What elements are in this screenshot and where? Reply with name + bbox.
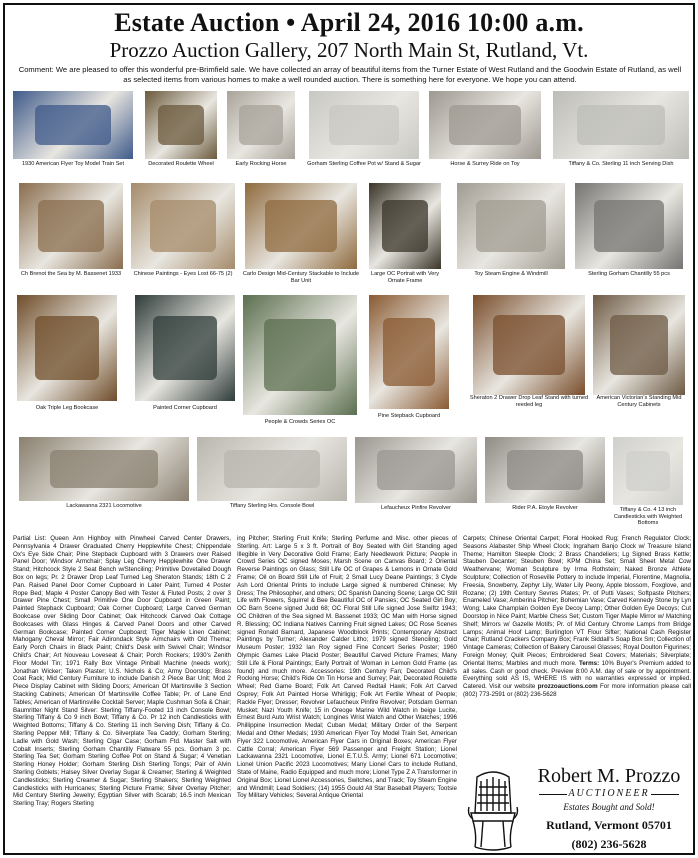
photo-caption: Rider P.A. Etoyle Revolver <box>512 505 578 511</box>
photo-subject <box>449 105 521 146</box>
photo-caption: Toy Steam Engine & Windmill <box>474 271 548 277</box>
silverware-photo <box>575 183 683 269</box>
auctioneer-signature <box>467 765 693 855</box>
photo-caption: Decorated Roulette Wheel <box>148 161 214 167</box>
photo-subject <box>377 450 455 490</box>
photo-caption: Oak Triple Leg Bookcase <box>35 405 99 411</box>
photo-caption: Horse & Surrey Ride on Toy <box>450 161 520 167</box>
flyer-comment: Comment: We are pleased to offer this wonderful pre-Brimfield sale. We have collected an array of beautiful items from the Turner Estate of West Rutland and the Goodwin Estate of Rutland, as well as selected items from various homes to make a well rounded auction. There is something here for everyone. We hope you can attend. <box>18 65 682 84</box>
photo-subject <box>239 105 283 146</box>
photo-subject <box>329 105 399 146</box>
chinese-painting-photo <box>131 183 235 269</box>
photo-caption: Gorham Sterling Coffee Pot w/ Stand & Sugar <box>307 161 421 167</box>
photo-caption: Chinese Paintings - Eyes Lost 66-75 (2) <box>133 271 233 277</box>
website-link[interactable]: prozzoauctions.com <box>537 683 598 691</box>
rocking-horse-photo <box>227 91 295 159</box>
photo-subject <box>382 200 428 252</box>
photo-subject <box>594 200 663 252</box>
photo-subject <box>264 319 337 391</box>
ornate-portrait-photo <box>369 183 441 269</box>
photo-subject <box>224 450 320 488</box>
item-list-continued: Carpets; Chinese Oriental Carpet; Floral Hooked Rug; French Regulator Clock; Seasons Alabaster Ship Wheel Clock; Ingraham Banjo Clock w/ Treasure Island Theme; Hamilton Steeple Clock; 2 Brass Chandeliers; Lg Signed Brass Kettle; Stauben Decanter; Steuben Bowl; KPM China Set; Small Sheet Metal Cow Weathervane; Woman Sculpture by Irma Rothstein; Naked Bronze Athlete Sculpture; Collection of Roseville Pottery to include Imperial, Florentine, Magnolia, Freesia, Snowberry, Zephyr Lily, Water Lily Peony, Apple blossom, Foxglove, and Rozane; (2) 19th Century Sevres Plates; Pr. of Putti Vases; Softpaste Pitchers; Enameled Vase; Amberina Pitcher; Bohemian Vase; Carved Kennedy Stone by Lyn Wong; Lake Champlain Golden Eye Decoy Lamp; Other Golden Eye Decoys; Cut Doorstop in Nice Paint; Marble Chess Set; Custom Tiger Maple Mirror w/ Matching Shelf; Mirrors w/ Gazelle Motifs; Pr. of Mid Century Chrome Lamps from Bridge Lamps; Animal Hoof Lamp; Burlington VT Flour Sifter; National Cash Register Chair; Rutland Crackers Company Box; Frank Siddall's Soap Box Sm; Collection of Vintage Cameras; Collection of Bakery Carousel Glasses; Royal Doulton Figurines; Foreign Money; Quilt Pieces; Embroidered Seat Covers; Materials; Silverplate; Oriental Items; Marbles and much more. <box>463 535 691 667</box>
photo-subject <box>507 450 584 490</box>
terms-label: Terms: <box>579 659 600 667</box>
photo-subject <box>626 451 671 492</box>
horse-surrey-toy-photo <box>429 91 541 159</box>
photo-subject <box>35 316 99 380</box>
photo-caption: Sheraton 2 Drawer Drop Leaf Stand with turned reeded leg <box>469 395 589 408</box>
stepback-cupboard-photo <box>369 295 449 409</box>
painting-sea-photo <box>19 183 123 269</box>
photo-caption: Sterling Gorham Chantilly 55 pcs <box>588 271 670 277</box>
photo-subject <box>265 200 337 252</box>
photo-caption: Early Rocking Horse <box>235 161 287 167</box>
photo-subject <box>493 315 565 375</box>
item-list-column-2: ing Pitcher; Sterling Fruit Knife; Sterling Perfume and Misc. other pieces of Sterling. Art: Large 5 x 3 ft. Portrait of Boy Seated with Girl Standing aged Illegible in Very Decorative Gold Frame; Early Needlework Picture; People in Crowd Series OC signed Moses; Marsh Scene on Canvas Board; 2 Oriental Reverse Paintings on Glass; Still Life OC of Grapes & Lemons in Ornate Gold Frame; Oil on Board Still Life of Fruit; 2 Small Lucy Deane Paintings; 3 Clyde Ash Lord Oriental Prints to include Large signed & numbered Chinese; My Dress; The Philosopher, and others; OC Spanish Dancing Scene; Large OC Still Life with Flowers, Squirrel & Bee Beautiful OC of Pansies; OC Seated Girl Boy; OC Barn Scene signed Judd 68; OC Floral Still Life signed Jose Swiftz 1943; OC Children of the Sea signed M. Bassenet 1933; OC Man with Horse signed R. Blessing; OC Indiana Natives Canning Fruit signed Lakes; OC Rose Scenes signed Ronald Barnard, Japanese Woodblock Prints; Contemporary Abstract Paintings by Turner; Alexander Calder Litho; 1979 signed Stenciling; Gold Museum Poster; 1932 Ian Roy signed Fine Concert Series Poster; 1960 Olympic Games Lake Placid Poster; Beautiful Carved Picture Frames; Many Still Life & Floral Paintings; Early Portrait of Woman in Lemon Gold Frame (as found) and much more. Accessories: 19th Century Fan; Decorated Child's Rocking Horse; Child's Ride On Tin Horse and Surrey; Pair, Decorated Roulette Wheel; Red Game Board; Folk Art Carved Redtail Hawk; Folk Art Carved Osprey; Folk Art Painted Horse Whirligig; Folk Art Fertile Wheat of People; Rackle Flyer; Dresser; Revolver Lefaucheux Pinfire Revolver; Potsdam German Musket; Nazi Youth Knife; 15 in Oreoge Marine Wild Watch in beige Lucite, Ernest Burd Auto Wrist Watch; Longines Wrist Watch and Other Watches; 1996 Phillippine Insurrection Medal; Cuban Medal; Military Order of the Serpent Medal and Other Medals; 1930 American Flyer Toy Model Train Set, American Flyer 322 Locomotive, American Flyer Cars in Original Boxes; American Flyer Cattle Corral; American Flyer 569 Passenger and Freight Station; Lionel Lackawanna 2321 Locomotive, Lionel E.T.U.S. Army; Lionel 671 Locomotive; Lionel Union Pacific 2023 Locomotives; Many Lionel Cars to include Rutland, State of Maine, Radio Equipped and much more; Lionel Type Z A Transformer in Original Box; Lionel Lionel Accessories, Switches, and Track; Toy Steam Engine and Windmill; Lead Soldiers; (14) 1955 Gould All Star Baseball Players; Tootsie Toy Military Vehicles; Several Antique Oriental <box>237 535 457 800</box>
standing-cabinet-photo <box>593 295 685 395</box>
roulette-wheel-photo <box>145 91 217 159</box>
photo-caption: Tiffany Sterling Hrs. Console Bowl <box>229 503 315 509</box>
coffee-pot-photo <box>309 91 419 159</box>
item-list-column-3 <box>463 535 691 763</box>
etoyle-revolver-photo <box>485 437 605 503</box>
photo-caption: 1930 American Flyer Toy Model Train Set <box>21 161 125 167</box>
corner-cupboard-photo <box>135 295 235 401</box>
photo-subject <box>577 105 664 146</box>
item-list-column-1: Partial List: Queen Ann Highboy with Pinwheel Carved Center Drawers, Pennsylvania 4 Drawer Graduated Cherry Hepplewhite Chest; Chippendale Ox's Eye Side Chair; Pine Stepback Cupboard with 3 Drawers over Raised Panel Door; Windsor Armchair; Splay Leg Cherry Hepplewhite One Drawer Stand; Hitchcock Style 2 Seat Bench w/Stenciling; Primitive Dovetailed Dough Box on legs; Pr. 2 Drawer Drop Leaf Turned Leg Sheraton Stands; 18th C 2 Pan. Raised Panel Door Corner Cupboard in Later Paint; Turned 4 Poster Rope Bed; Maple 4 Poster Canopy Bed with Tester & Fluted Posts; 2 over 3 Drawer Pine Chest; Small Primitive One Door Cupboard in Green Paint; Painted Stepback Cupboard; Oak Corner Cupboard; Large Carved German Bookcase over Sliding Door Cabinet; Oak Hitchcock Carved Oak Cottage Bookcases with Glass Hinges & Carved Panel Doors and other Carved German Bookcase; Painted Corner Cupboard; Tiger Maple Linen Cabinet; Mahogany Cheval Mirror; Fair Adirondack Style Armchairs with Old Thema; Early Porch Chairs in Black Paint; Child's Desk with Swivel Chair; Windsor Child's Chair; Art Nouveau Loveseat & Chair; Porch Rockers; 1930's Zenith Floor Model Tin; 1971 Rally Box Vintage Pinball Machine (needs work); Jonathan Wicker; Taken Plaster; U.S. Nichols & Co; Army Doorstop; Brass Coat Rack; Mid Century Furniture to include Danish 2 Piece Bar Unit; Mod 2 Piece Display Cabinet with Sliding Doors; American Of Martinsville 3 Section Stacking Cabinets; American Of Martinsville Coffee Table; Pr. of Lane End Tables; American of Martinsville Cocktail Server; Maple Cushman Sofa & Chair; Baumritter Night Stand Silver: Sterling Tiffany-Footed 13 inch Console Bowl; Sterling Tiffany & Co 9 inch Bowl; Tiffany & Co. Pr 12 inch Candlesticks with Weighted Bottoms; Tiffany & Co. Sterling 11 inch Serving Dish; Tiffany & Co. Sterling Pepper Mill; Tiffany & Co. Silverplate Tea Caddy; Gorham Sterling; Ladle with Gold Wash; Sterling Cigar Case; Gorham Ftd. Master Salt with Cobalt Inserts; Sterling Gorham Chantilly Flatware 55 pcs. Gorham 3 pc. Sterling Tea Set; Gorham Sterling Coffee Pot on Stand & Sugar; 4 Venetian Sterling Honey Holder; Gorham Sterling Dish Sterling Tongs; Pair of Alvin Sterling Goblets; Halsey Silver Overlay Sugar & Creamer; Sterling & Weighted Candlesticks; Sterling Creamer & Sugar; Sterling Shakers; Sterling Weighted Candlesticks with Hurricanes; Sterling Picture Frame; Silver Overlay Pitcher; Mid Century Sterling Jewelry; Egyptian Silver with Scarab; 16.5 inch Mexican Sterling Tray; Rogers Sterling <box>13 535 231 808</box>
photo-caption: Tiffany & Co. Sterling 11 inch Serving Dish <box>568 161 674 167</box>
photo-subject <box>383 318 434 386</box>
photo-subject <box>150 200 217 252</box>
photo-caption: Lackawanna 2321 Locomotive <box>66 503 142 509</box>
auctioneer-phone: (802) 236-5628 <box>571 837 647 851</box>
console-bowl-photo <box>197 437 347 501</box>
locomotive-photo <box>19 437 189 501</box>
auctioneer-tagline: Estates Bought and Sold! <box>563 802 655 812</box>
auctioneer-location: Rutland, Vermont 05701 <box>546 818 672 832</box>
contact-text: For more information please call (802) 773-2591 or (802) 236-5628 <box>463 683 691 698</box>
photo-caption: People & Crowds Series OC <box>264 419 336 425</box>
photo-caption: Carlo Design Mid-Century Stackable to Include Bar Unit <box>242 271 360 284</box>
auction-flyer <box>3 3 695 855</box>
pinfire-revolver-photo <box>355 437 477 503</box>
oak-bookcase-photo <box>17 295 117 401</box>
photo-caption: Large OC Portrait with Very Ornate Frame <box>370 271 440 284</box>
photo-subject <box>35 105 112 146</box>
flyer-title: Estate Auction • April 24, 2016 10:00 a.m. <box>114 8 584 37</box>
toy-train-sign-photo <box>13 91 133 159</box>
people-crowds-painting-photo <box>243 295 357 415</box>
photo-caption: Tiffany & Co. 4 13 inch Candlesticks with Weighted Bottoms <box>613 507 683 527</box>
photo-subject <box>610 315 669 375</box>
flyer-venue: Prozzo Auction Gallery, 207 North Main St, Rutland, Vt. <box>109 38 589 62</box>
photo-caption: Lefaucheux Pinfire Revolver <box>381 505 451 511</box>
photo-caption: Painted Corner Cupboard <box>153 405 217 411</box>
photo-subject <box>38 200 105 252</box>
photo-subject <box>153 316 217 380</box>
mid-century-cabinet-photo <box>245 183 357 269</box>
divider <box>651 794 679 795</box>
terms-text: 10% Buyer's Premium added to all sales. Cash or good check. Preview 8:00 A.M. day of sale or by appointment. Everything sold AS IS, WHERE IS with no warranties expressed or implied. Catered. Visit our website <box>463 659 691 691</box>
auctioneer-name: Robert M. Prozzo <box>537 765 681 787</box>
steam-engine-photo <box>457 183 565 269</box>
photo-caption: American Victorian's Standing Mid Century Cabinets <box>596 395 682 408</box>
auctioneer-role: AUCTIONEER <box>568 788 650 799</box>
photo-subject <box>158 105 204 146</box>
serving-dish-photo <box>553 91 689 159</box>
photo-caption: Pine Stepback Cupboard <box>377 413 441 419</box>
photo-subject <box>476 200 545 252</box>
photo-caption: Ch Brenot the Sea by M. Bassenet 1933 <box>20 271 122 277</box>
photo-subject <box>50 450 159 488</box>
drop-leaf-stand-photo <box>473 295 585 395</box>
candlesticks-photo <box>613 437 683 505</box>
wicker-chair-icon <box>467 769 519 851</box>
